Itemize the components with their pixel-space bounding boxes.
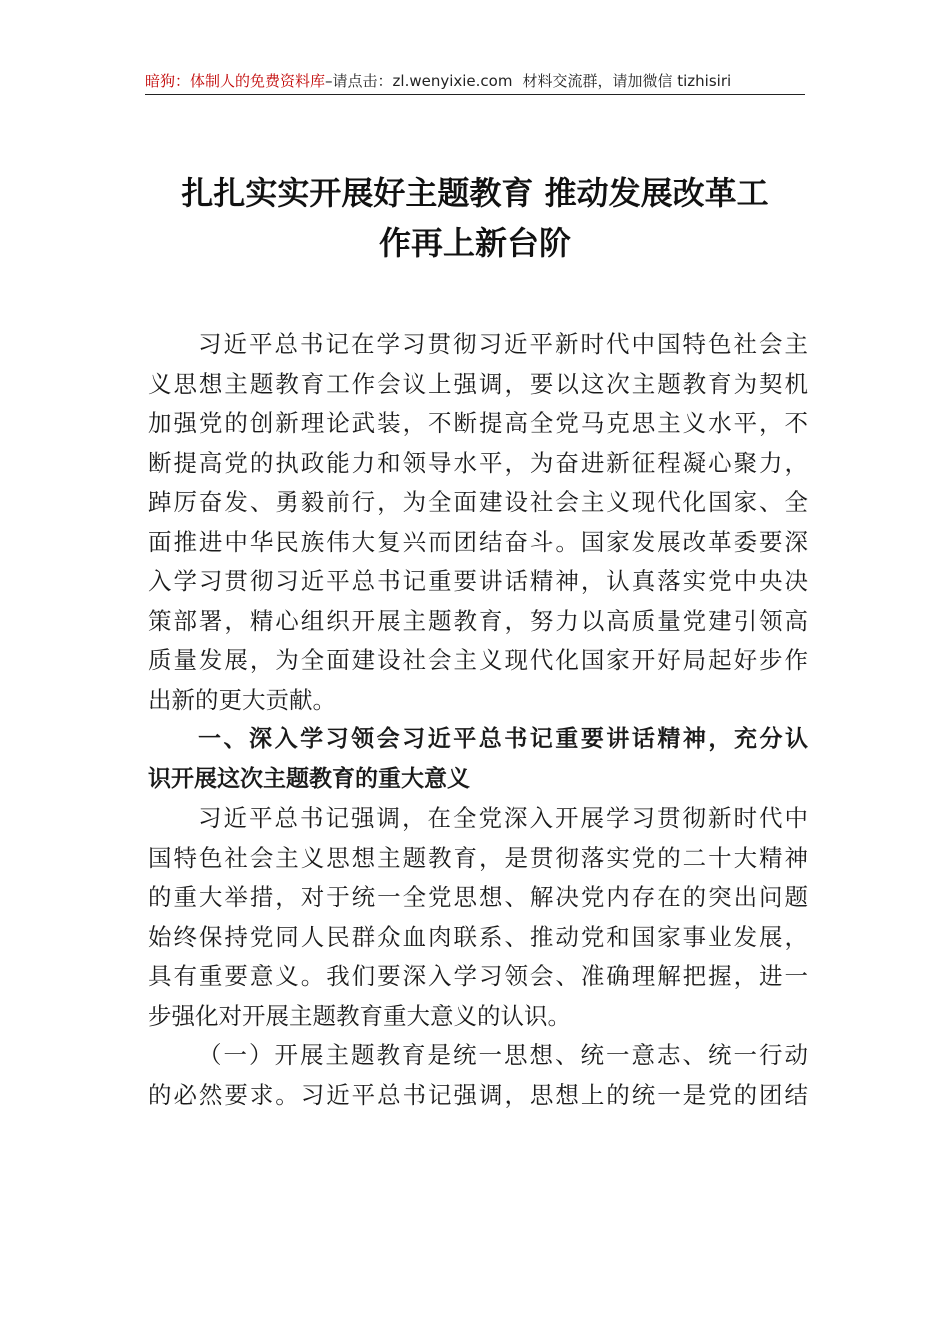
body-line: 面推进中华民族伟大复兴而团结奋斗。国家发展改革委要深	[148, 527, 808, 556]
body-line: 的重大举措，对于统一全党思想、解决党内存在的突出问题	[148, 883, 808, 911]
header-group-text: 材料交流群，请加微信 tizhisiri	[522, 72, 732, 90]
body-line: 习近平总书记强调，在全党深入开展学习贯彻新时代中	[198, 804, 808, 832]
body-line: （一）开展主题教育是统一思想、统一意志、统一行动	[198, 1041, 808, 1069]
body-line: 始终保持党同人民群众血肉联系、推动党和国家事业发展，	[148, 922, 808, 951]
body-line: 习近平总书记在学习贯彻习近平新时代中国特色社会主	[198, 330, 808, 358]
header-url-link[interactable]: zl.wenyixie.com	[392, 72, 513, 90]
body-line: 具有重要意义。我们要深入学习领会、准确理解把握，进一	[148, 962, 808, 990]
document-title-line-1: 扎扎实实开展好主题教育 推动发展改革工	[181, 174, 769, 212]
body-line: 出新的更大贡献。	[148, 685, 336, 714]
body-line: 义思想主题教育工作会议上强调，要以这次主题教育为契机	[148, 369, 808, 398]
body-line: 断提高党的执政能力和领导水平，为奋进新征程凝心聚力，	[148, 448, 808, 477]
body-line: 国特色社会主义思想主题教育，是贯彻落实党的二十大精神	[148, 843, 808, 872]
body-line: 加强党的创新理论武装，不断提高全党马克思主义水平，不	[148, 409, 808, 437]
body-line: 质量发展，为全面建设社会主义现代化国家开好局起好步作	[148, 646, 808, 674]
body-line: 的必然要求。习近平总书记强调，思想上的统一是党的团结	[148, 1080, 808, 1109]
body-line: 步强化对开展主题教育重大意义的认识。	[148, 1001, 571, 1030]
header-site-label: 暗狗：体制人的免费资料库	[145, 72, 326, 90]
body-line: 踔厉奋发、勇毅前行，为全面建设社会主义现代化国家、全	[148, 488, 808, 516]
document-title	[145, 168, 805, 268]
header-click-label: –请点击：	[325, 72, 393, 90]
section-heading-line: 一、深入学习领会习近平总书记重要讲话精神，充分认	[198, 726, 808, 752]
body-line: 策部署，精心组织开展主题教育，努力以高质量党建引领高	[148, 606, 808, 635]
document-title-line-2: 作再上新台阶	[378, 224, 571, 262]
document-body	[148, 325, 808, 1115]
page-header	[145, 70, 805, 95]
body-line: 入学习贯彻习近平总书记重要讲话精神，认真落实党中央决	[148, 567, 808, 595]
section-heading-line: 识开展这次主题教育的重大意义	[148, 765, 470, 792]
